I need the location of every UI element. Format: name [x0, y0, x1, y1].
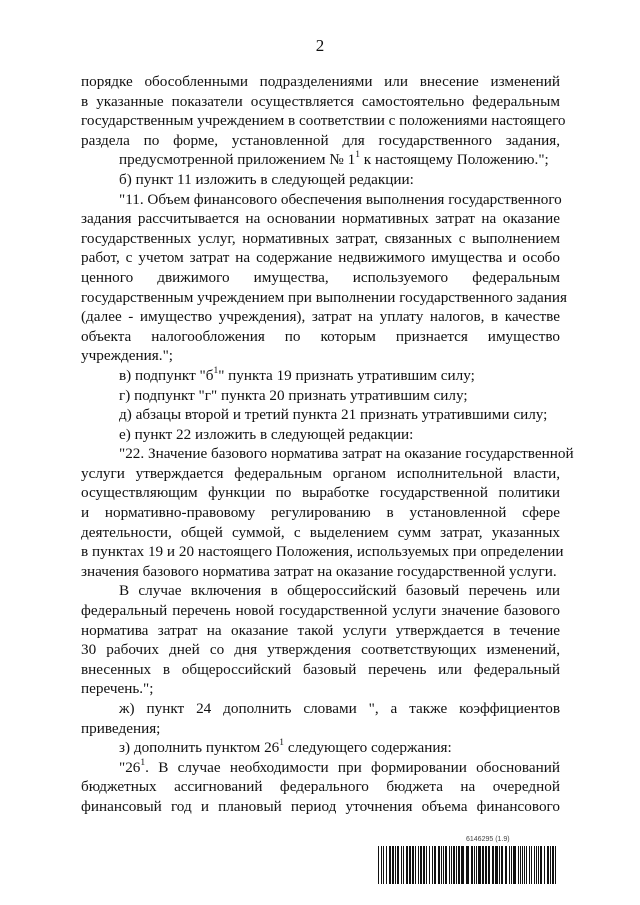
barcode-bar: [443, 846, 444, 884]
barcode-bar: [476, 846, 477, 884]
text-segment: в пунктах 19 и 20 настоящего Положения, используемых при определении: [81, 543, 564, 561]
barcode-bar: [409, 846, 411, 884]
text-line: [81, 268, 560, 288]
barcode-bar: [540, 846, 542, 884]
barcode-bar: [449, 846, 450, 884]
barcode-bar: [544, 846, 545, 884]
barcode-bar: [451, 846, 452, 884]
text-line: [81, 92, 560, 112]
text-line: [81, 699, 560, 719]
barcode-bar: [520, 846, 521, 884]
text-line: [81, 777, 560, 797]
page-number: 2: [315, 36, 325, 55]
text-segment: г) подпункт "г" пункта 20 признать утратившим силу;: [119, 386, 468, 404]
text-segment: государственным учреждением в соответствии с положениями настоящего: [81, 112, 566, 130]
barcode-bar: [412, 846, 414, 884]
barcode-bar: [471, 846, 473, 884]
text-line: [81, 307, 560, 327]
text-segment: В случае включения в общероссийский базовый перечень или: [119, 582, 560, 600]
barcode-bar: [426, 846, 427, 884]
text-segment: в) подпункт "б: [119, 366, 214, 384]
text-line: [81, 111, 566, 131]
barcode-bar: [482, 846, 484, 884]
barcode-block: [378, 836, 558, 886]
text-segment: порядке обособленными подразделениями или внесение изменений: [81, 73, 560, 90]
barcode-bar: [401, 846, 402, 884]
text-line: [81, 523, 560, 543]
barcode-bar: [495, 846, 498, 884]
text-line: [81, 719, 560, 739]
text-segment: и нормативно-правовому регулированию в установленной сфере: [81, 504, 560, 522]
text-line: [81, 562, 560, 582]
text-line: [81, 425, 560, 445]
barcode-bar: [386, 846, 387, 884]
text-segment: ж) пункт 24 дополнить словами ", а также коэффициентов: [119, 700, 560, 717]
text-line: [81, 209, 560, 229]
barcode-bar: [403, 846, 404, 884]
text-segment: деятельности, общей суммой, с выделением сумм затрат, указанных: [81, 523, 560, 541]
barcode-bar: [529, 846, 530, 884]
barcode-bar: [461, 846, 464, 884]
text-segment: "26: [119, 758, 141, 776]
text-segment: внесенных в общероссийский базовый перечень или федеральный: [81, 660, 560, 678]
text-line: [81, 660, 560, 680]
barcode-bar: [524, 846, 525, 884]
text-segment: приведения;: [81, 719, 161, 737]
barcode-bar: [505, 846, 507, 884]
text-line: [81, 503, 560, 523]
barcode-bar: [381, 846, 382, 884]
superscript: 1: [140, 757, 146, 768]
barcode-bar: [429, 846, 430, 884]
barcode-bar: [534, 846, 535, 884]
text-segment: " пункта 19 признать утратившим силу;: [218, 366, 475, 384]
text-line: [81, 248, 560, 268]
text-line: [81, 601, 560, 621]
barcode-bar: [441, 846, 442, 884]
text-segment: д) абзацы второй и третий пункта 21 признать утратившими силу;: [119, 406, 548, 424]
barcode-bar: [501, 846, 503, 884]
text-segment: работ, с учетом затрат на содержание недвижимого имущества и особо: [81, 249, 560, 267]
barcode-bar: [509, 846, 510, 884]
barcode-bar: [499, 846, 500, 884]
barcode-bar: [492, 846, 494, 884]
barcode-bar: [531, 846, 532, 884]
superscript: 1: [279, 738, 285, 749]
text-segment: 30 рабочих дней со дня утверждения соответствующих изменений,: [81, 641, 560, 659]
text-line: [81, 131, 560, 151]
barcode-bar: [513, 846, 516, 884]
text-segment: перечень.";: [81, 680, 154, 698]
text-segment: осуществляющим функции по выработке государственной политики: [81, 484, 560, 502]
barcode-bar: [547, 846, 549, 884]
superscript: 1: [355, 150, 360, 161]
text-line: [81, 190, 560, 210]
barcode-bar: [438, 846, 440, 884]
text-line: [81, 621, 560, 641]
barcode-bar: [488, 846, 490, 884]
text-line: [81, 327, 560, 347]
barcode-bar: [511, 846, 512, 884]
text-segment: бюджетных ассигнований федерального бюджета на очередной: [81, 778, 560, 796]
text-line: [81, 170, 560, 190]
barcode-bar: [397, 846, 399, 884]
barcode-bar: [552, 846, 554, 884]
barcode-bar: [536, 846, 537, 884]
barcode-bar: [389, 846, 391, 884]
barcode-bar: [395, 846, 396, 884]
text-line: [81, 797, 560, 817]
text-segment: предусмотренной приложением № 1: [119, 151, 356, 169]
text-line: [81, 758, 560, 778]
text-line: [81, 229, 560, 249]
text-line: [81, 72, 560, 92]
barcode-bar: [423, 846, 425, 884]
barcode-bar: [456, 846, 457, 884]
barcode-caption: 6146295 (1.9): [466, 836, 510, 843]
barcode-bar: [453, 846, 455, 884]
text-line: [81, 288, 568, 308]
barcode-bar: [466, 846, 469, 884]
text-segment: раздела по форме, установленной для государственного задания,: [81, 131, 560, 149]
barcode-bar: [485, 846, 487, 884]
text-segment: государственным учреждением при выполнении государственного задания: [81, 288, 568, 306]
text-segment: в указанные показатели осуществляется самостоятельно федеральным: [81, 92, 560, 110]
barcode-bar: [392, 846, 394, 884]
barcode-bar: [458, 846, 460, 884]
text-segment: следующего содержания:: [284, 739, 452, 757]
barcode-bar: [538, 846, 539, 884]
barcode-bar: [518, 846, 519, 884]
barcode-bar: [555, 846, 556, 884]
barcode-bar: [522, 846, 523, 884]
text-line: [81, 150, 560, 170]
text-line: [81, 679, 560, 699]
barcode-bar: [420, 846, 422, 884]
text-line: [81, 444, 574, 464]
barcode-bar: [418, 846, 419, 884]
text-line: [81, 405, 560, 425]
text-line: [81, 464, 560, 484]
text-segment: ценного движимого имущества, используемого федеральным: [81, 268, 560, 286]
barcode-image: [378, 846, 558, 884]
text-segment: б) пункт 11 изложить в следующей редакции:: [119, 170, 414, 188]
text-line: [81, 738, 560, 758]
barcode-bar: [432, 846, 433, 884]
barcode-bar: [445, 846, 447, 884]
barcode-bar: [550, 846, 551, 884]
barcode-bar: [526, 846, 527, 884]
text-line: [81, 346, 560, 366]
document-body: [81, 72, 574, 817]
text-line: [81, 542, 564, 562]
barcode-bar: [378, 846, 379, 884]
text-segment: "11. Объем финансового обеспечения выполнения государственного: [119, 190, 562, 208]
text-segment: "22. Значение базового норматива затрат на оказание государственной: [119, 445, 574, 463]
text-line: [81, 483, 560, 503]
text-segment: государственных услуг, нормативных затрат, связанных с выполнением: [81, 229, 560, 247]
text-segment: е) пункт 22 изложить в следующей редакции:: [119, 425, 414, 443]
text-line: [81, 366, 560, 386]
text-segment: (далее - имущество учреждения), затрат на уплату налогов, в качестве: [81, 308, 560, 326]
text-segment: финансовый год и плановый период уточнения объема финансового: [81, 797, 560, 815]
barcode-bar: [406, 846, 408, 884]
text-segment: задания рассчитывается на основании нормативных затрат на оказание: [81, 210, 560, 228]
barcode-bar: [434, 846, 436, 884]
text-line: [81, 386, 560, 406]
text-line: [81, 581, 560, 601]
barcode-bar: [478, 846, 481, 884]
text-segment: к настоящему Положению.";: [359, 151, 549, 169]
text-segment: объекта налогообложения по которым признается имущество: [81, 327, 560, 345]
text-segment: учреждения.";: [81, 347, 173, 365]
barcode-bar: [383, 846, 384, 884]
text-segment: норматива затрат на оказание такой услуги утверждается в течение: [81, 621, 560, 639]
text-segment: услуги утверждается федеральным органом исполнительной власти,: [81, 464, 560, 482]
text-segment: . В случае необходимости при формировании обоснований: [145, 758, 560, 776]
barcode-bar: [474, 846, 475, 884]
barcode-bar: [415, 846, 416, 884]
text-line: [81, 640, 560, 660]
superscript: 1: [213, 365, 219, 376]
text-segment: федеральный перечень новой государственной услуги значение базового: [81, 602, 560, 620]
text-segment: з) дополнить пунктом 26: [119, 739, 280, 757]
text-segment: значения базового норматива затрат на оказание государственной услуги.: [81, 562, 557, 580]
